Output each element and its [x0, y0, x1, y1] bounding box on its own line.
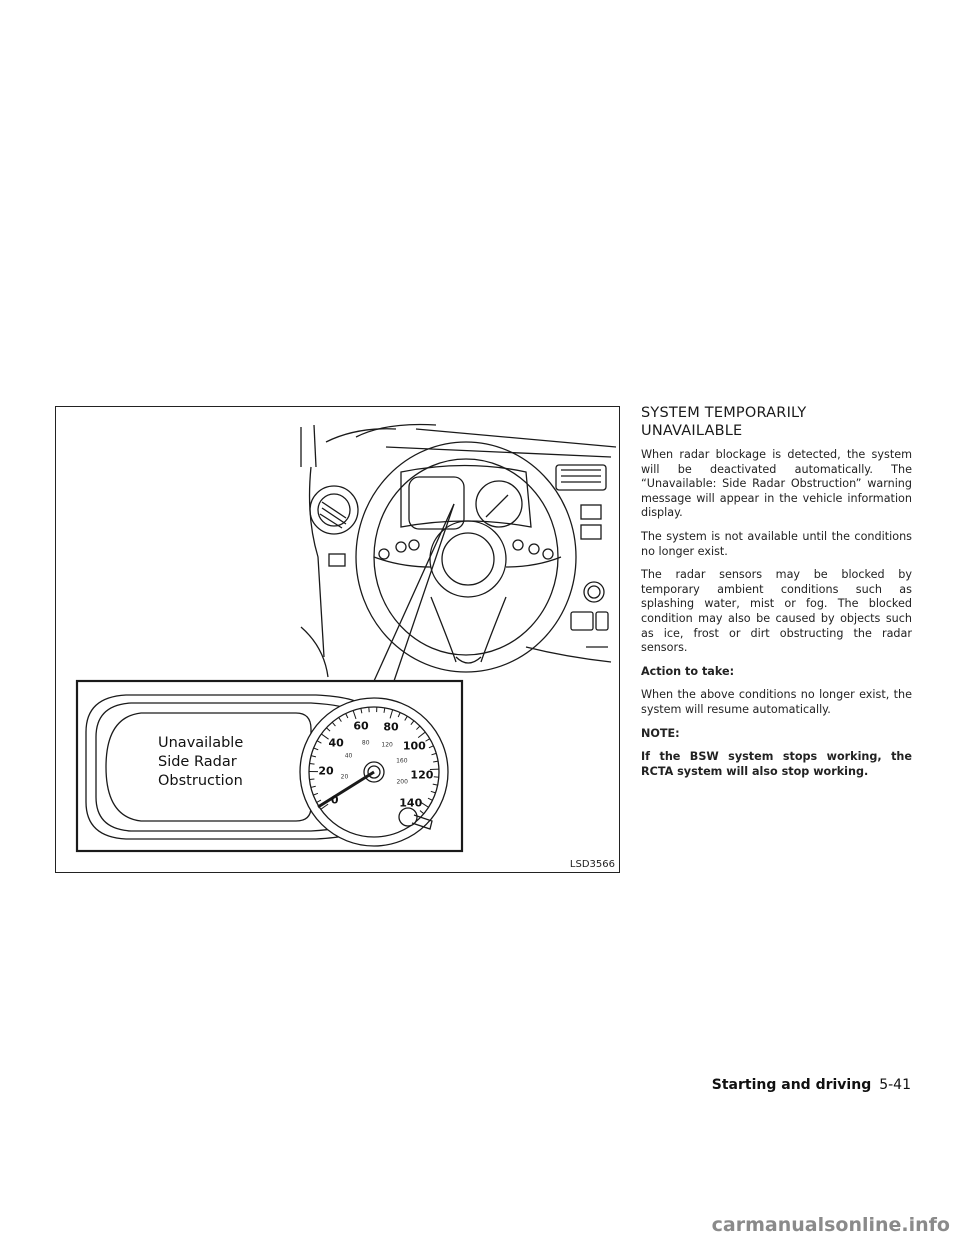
page-footer: [712, 1077, 911, 1093]
illustration-figure: [55, 406, 620, 873]
gauge-inner-label: 120: [381, 741, 393, 749]
gauge-outer-label: 100: [402, 739, 426, 753]
section-heading-line-2: UNAVAILABLE: [641, 423, 743, 439]
gauge-outer-label: 40: [328, 736, 344, 750]
watermark: carmanualsonline.info: [711, 1214, 950, 1236]
section-content: [641, 404, 912, 788]
footer-section-name: Starting and driving: [711, 1077, 872, 1093]
gauge-outer-label: 140: [399, 796, 423, 810]
display-line-2: Side Radar: [158, 754, 237, 770]
action-text: When the above conditions no longer exist, the system will resume automatically.: [641, 688, 912, 716]
steering-wheel: [356, 442, 576, 672]
page-number: 5-41: [879, 1077, 911, 1093]
gauge-inner-label: 160: [396, 757, 408, 765]
gauge-outer-label: 20: [318, 764, 334, 778]
display-line-1: Unavailable: [158, 735, 244, 751]
paragraph-2: The system is not available until the conditions no longer exist.: [641, 529, 912, 558]
paragraph-1: When radar blockage is detected, the system will be deactivated automatically. The “Unavailable: Side Radar Obstruction” warning message will appear in the vehicle information display.: [641, 448, 912, 520]
gauge-outer-label: 60: [353, 719, 369, 733]
gauge-tick: [310, 764, 315, 765]
gauge-outer-label: 0: [330, 793, 339, 807]
paragraph-3: The radar sensors may be blocked by temporary ambient conditions such as splashing water, mist or fog. The blocked condition may also be caused by objects such as ice, frost or dirt obstructing the radar sensors.: [641, 568, 912, 655]
right-vent: [556, 465, 606, 490]
gauge-inner-label: 20: [340, 773, 349, 781]
gauge-inner-label: 80: [361, 739, 370, 747]
display-line-3: Obstruction: [158, 773, 243, 789]
action-heading: Action to take:: [641, 664, 735, 678]
section-heading-line-1: SYSTEM TEMPORARILY: [641, 405, 807, 421]
inset-display-text: [158, 734, 243, 791]
figure-code: LSD3566: [569, 859, 615, 870]
gauge-outer-label: 80: [383, 720, 399, 734]
gauge-outer-label: 120: [410, 768, 434, 782]
gauge-inner-label: 40: [344, 752, 353, 760]
gauge-tick: [309, 779, 314, 780]
section-heading: [641, 404, 912, 440]
gauge-inner-label: 200: [396, 778, 408, 786]
note-text: If the BSW system stops working, the RCTA system will also stop working.: [641, 750, 912, 778]
note-heading: NOTE:: [641, 726, 680, 740]
